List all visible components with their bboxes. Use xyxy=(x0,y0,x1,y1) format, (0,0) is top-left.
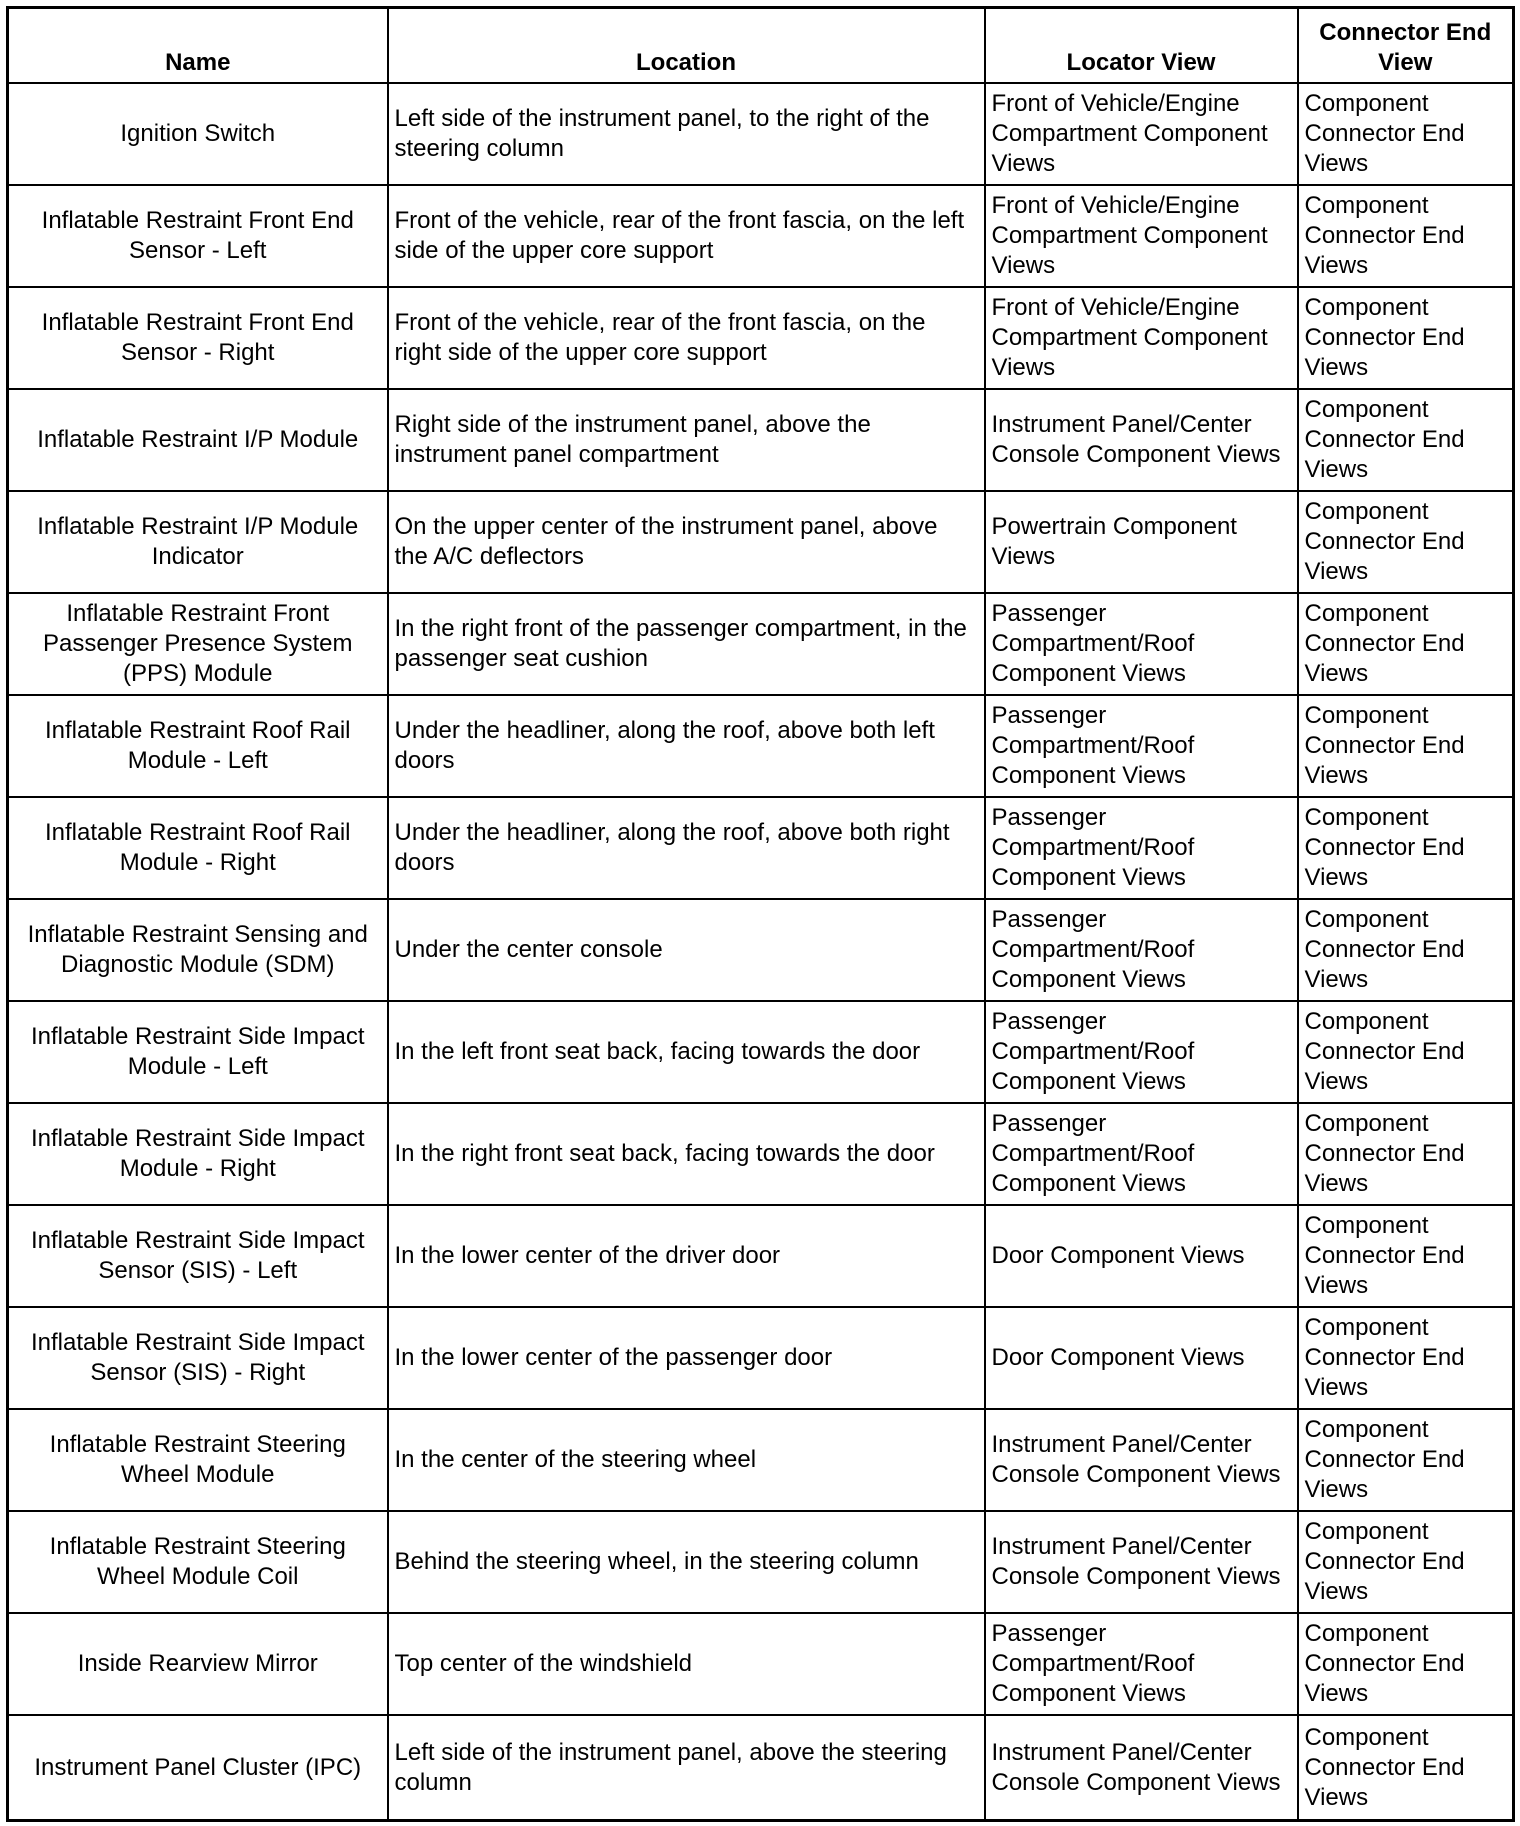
table-row xyxy=(8,491,1514,593)
table-row xyxy=(8,899,1514,1001)
cell-connector-end-view: Component Connector End Views xyxy=(1298,593,1514,695)
table-row xyxy=(8,83,1514,185)
cell-location: Under the headliner, along the roof, above both left doors xyxy=(388,695,985,797)
cell-locator-view: Passenger Compartment/Roof Component Views xyxy=(985,593,1298,695)
component-locator-table xyxy=(6,6,1515,1822)
cell-connector-end-view: Component Connector End Views xyxy=(1298,695,1514,797)
cell-locator-view: Passenger Compartment/Roof Component Views xyxy=(985,797,1298,899)
table-row xyxy=(8,1205,1514,1307)
cell-location: Front of the vehicle, rear of the front fascia, on the right side of the upper core support xyxy=(388,287,985,389)
cell-location: Under the center console xyxy=(388,899,985,1001)
column-header-name: Name xyxy=(8,8,388,84)
cell-name: Instrument Panel Cluster (IPC) xyxy=(8,1715,388,1821)
cell-connector-end-view: Component Connector End Views xyxy=(1298,1205,1514,1307)
cell-name: Inflatable Restraint Steering Wheel Module Coil xyxy=(8,1511,388,1613)
cell-location: Front of the vehicle, rear of the front fascia, on the left side of the upper core support xyxy=(388,185,985,287)
cell-connector-end-view: Component Connector End Views xyxy=(1298,1613,1514,1715)
cell-connector-end-view: Component Connector End Views xyxy=(1298,1001,1514,1103)
cell-name: Inflatable Restraint I/P Module xyxy=(8,389,388,491)
cell-location: In the right front seat back, facing towards the door xyxy=(388,1103,985,1205)
cell-locator-view: Instrument Panel/Center Console Component Views xyxy=(985,389,1298,491)
cell-connector-end-view: Component Connector End Views xyxy=(1298,1103,1514,1205)
cell-connector-end-view: Component Connector End Views xyxy=(1298,389,1514,491)
cell-name: Inflatable Restraint Roof Rail Module - Right xyxy=(8,797,388,899)
cell-locator-view: Front of Vehicle/Engine Compartment Component Views xyxy=(985,185,1298,287)
cell-name: Inflatable Restraint Front End Sensor - Left xyxy=(8,185,388,287)
table-row xyxy=(8,1715,1514,1821)
column-header-location: Location xyxy=(388,8,985,84)
table-row xyxy=(8,1511,1514,1613)
cell-name: Inflatable Restraint Front End Sensor - Right xyxy=(8,287,388,389)
cell-connector-end-view: Component Connector End Views xyxy=(1298,1307,1514,1409)
table-row xyxy=(8,593,1514,695)
cell-connector-end-view: Component Connector End Views xyxy=(1298,185,1514,287)
cell-connector-end-view: Component Connector End Views xyxy=(1298,287,1514,389)
cell-location: Left side of the instrument panel, to the right of the steering column xyxy=(388,83,985,185)
cell-name: Ignition Switch xyxy=(8,83,388,185)
cell-connector-end-view: Component Connector End Views xyxy=(1298,1715,1514,1821)
cell-connector-end-view: Component Connector End Views xyxy=(1298,1511,1514,1613)
cell-name: Inflatable Restraint Front Passenger Presence System (PPS) Module xyxy=(8,593,388,695)
cell-location: In the lower center of the passenger door xyxy=(388,1307,985,1409)
table-row xyxy=(8,1103,1514,1205)
cell-locator-view: Instrument Panel/Center Console Component Views xyxy=(985,1715,1298,1821)
cell-location: Left side of the instrument panel, above the steering column xyxy=(388,1715,985,1821)
cell-name: Inflatable Restraint Side Impact Sensor (SIS) - Right xyxy=(8,1307,388,1409)
cell-connector-end-view: Component Connector End Views xyxy=(1298,797,1514,899)
cell-name: Inflatable Restraint Sensing and Diagnostic Module (SDM) xyxy=(8,899,388,1001)
cell-locator-view: Front of Vehicle/Engine Compartment Component Views xyxy=(985,287,1298,389)
table-row xyxy=(8,389,1514,491)
cell-locator-view: Instrument Panel/Center Console Component Views xyxy=(985,1409,1298,1511)
cell-name: Inflatable Restraint Side Impact Module - Right xyxy=(8,1103,388,1205)
table-row xyxy=(8,185,1514,287)
cell-locator-view: Front of Vehicle/Engine Compartment Component Views xyxy=(985,83,1298,185)
cell-locator-view: Passenger Compartment/Roof Component Views xyxy=(985,899,1298,1001)
cell-location: Right side of the instrument panel, above the instrument panel compartment xyxy=(388,389,985,491)
cell-location: In the center of the steering wheel xyxy=(388,1409,985,1511)
cell-location: Top center of the windshield xyxy=(388,1613,985,1715)
column-header-locator-view: Locator View xyxy=(985,8,1298,84)
cell-location: In the right front of the passenger compartment, in the passenger seat cushion xyxy=(388,593,985,695)
cell-name: Inflatable Restraint I/P Module Indicator xyxy=(8,491,388,593)
cell-connector-end-view: Component Connector End Views xyxy=(1298,899,1514,1001)
table-row xyxy=(8,695,1514,797)
cell-location: Behind the steering wheel, in the steering column xyxy=(388,1511,985,1613)
cell-locator-view: Passenger Compartment/Roof Component Views xyxy=(985,1103,1298,1205)
header-row xyxy=(8,8,1514,84)
cell-locator-view: Powertrain Component Views xyxy=(985,491,1298,593)
cell-locator-view: Passenger Compartment/Roof Component Views xyxy=(985,695,1298,797)
cell-locator-view: Passenger Compartment/Roof Component Views xyxy=(985,1001,1298,1103)
cell-name: Inflatable Restraint Steering Wheel Module xyxy=(8,1409,388,1511)
cell-connector-end-view: Component Connector End Views xyxy=(1298,491,1514,593)
cell-location: In the left front seat back, facing towards the door xyxy=(388,1001,985,1103)
cell-locator-view: Door Component Views xyxy=(985,1307,1298,1409)
table-row xyxy=(8,287,1514,389)
table-row xyxy=(8,1307,1514,1409)
table-header xyxy=(8,8,1514,84)
table-row xyxy=(8,1409,1514,1511)
cell-location: On the upper center of the instrument panel, above the A/C deflectors xyxy=(388,491,985,593)
cell-locator-view: Passenger Compartment/Roof Component Views xyxy=(985,1613,1298,1715)
cell-name: Inflatable Restraint Side Impact Sensor (SIS) - Left xyxy=(8,1205,388,1307)
column-header-connector-end-view: Connector End View xyxy=(1298,8,1514,84)
table-row xyxy=(8,1613,1514,1715)
cell-locator-view: Instrument Panel/Center Console Component Views xyxy=(985,1511,1298,1613)
cell-connector-end-view: Component Connector End Views xyxy=(1298,83,1514,185)
cell-location: In the lower center of the driver door xyxy=(388,1205,985,1307)
cell-connector-end-view: Component Connector End Views xyxy=(1298,1409,1514,1511)
cell-name: Inflatable Restraint Roof Rail Module - Left xyxy=(8,695,388,797)
cell-name: Inside Rearview Mirror xyxy=(8,1613,388,1715)
table-row xyxy=(8,797,1514,899)
table-body xyxy=(8,83,1514,1821)
cell-locator-view: Door Component Views xyxy=(985,1205,1298,1307)
component-locator-table-container xyxy=(6,6,1512,1822)
table-row xyxy=(8,1001,1514,1103)
cell-location: Under the headliner, along the roof, above both right doors xyxy=(388,797,985,899)
cell-name: Inflatable Restraint Side Impact Module - Left xyxy=(8,1001,388,1103)
